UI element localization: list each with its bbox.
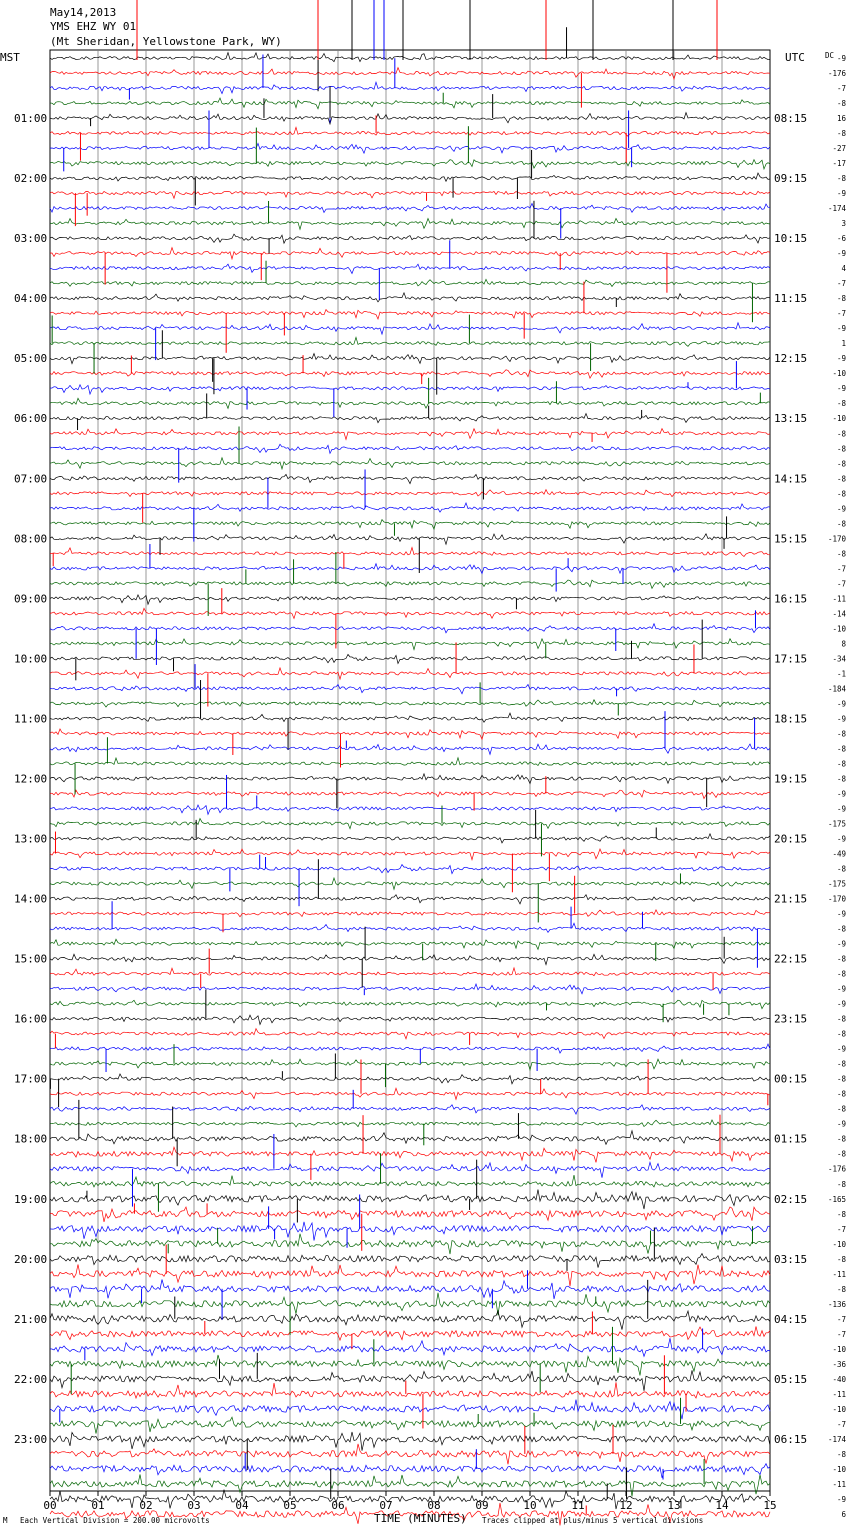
left-hour-label: 03:00 (14, 232, 48, 246)
dc-header-label: DC (825, 51, 835, 60)
seismic-trace (50, 458, 770, 469)
seismic-trace (50, 82, 770, 93)
dc-offset-label: -9 (836, 999, 846, 1009)
seismic-trace (50, 323, 770, 335)
left-hour-label: 15:00 (14, 952, 48, 966)
seismic-trace (50, 1222, 770, 1241)
seismic-trace (50, 1044, 770, 1053)
right-hour-label: 23:15 (774, 1012, 808, 1026)
dc-offset-label: -14 (832, 609, 846, 619)
dc-offset-label: -1 (836, 669, 846, 679)
seismic-trace (50, 293, 770, 302)
seismic-trace (50, 1264, 770, 1286)
seismic-trace (50, 398, 770, 408)
dc-offset-label: -8 (836, 444, 846, 454)
right-hour-label: 09:15 (774, 172, 808, 186)
dc-offset-label: -8 (836, 729, 846, 739)
seismic-trace (50, 790, 770, 798)
right-hour-label: 14:15 (774, 472, 808, 486)
dc-offset-label: -10 (832, 624, 846, 634)
dc-offset-label: -10 (832, 1344, 846, 1354)
dc-offset-label: -7 (836, 564, 846, 574)
dc-offset-label: 6 (841, 1510, 846, 1519)
seismic-trace (50, 910, 770, 917)
seismic-trace (50, 758, 770, 766)
dc-offset-label: -8 (836, 1149, 846, 1159)
dc-offset-label: -9 (836, 1495, 846, 1504)
left-hour-label: 18:00 (14, 1132, 48, 1146)
left-hour-label: 12:00 (14, 772, 48, 786)
seismic-trace (50, 98, 770, 109)
x-tick-label: 13 (667, 1499, 681, 1512)
right-hour-label: 18:15 (774, 712, 808, 726)
seismic-trace (50, 53, 770, 62)
dc-offset-label: -8 (836, 1284, 846, 1294)
left-hour-label: 06:00 (14, 412, 48, 426)
dc-offset-label: -8 (836, 744, 846, 754)
left-hour-label: 08:00 (14, 532, 48, 546)
header-date: May14,2013 (50, 6, 117, 19)
dc-offset-label: -7 (836, 279, 846, 289)
dc-offset-label: 1 (841, 339, 846, 349)
seismic-trace (50, 865, 770, 874)
dc-offset-label: 4 (841, 264, 846, 274)
seismic-trace (50, 264, 770, 273)
dc-offset-label: -17 (832, 159, 846, 169)
dc-offset-label: 8 (841, 639, 846, 649)
dc-offset-label: -8 (836, 759, 846, 769)
scale-note: Each Vertical Division = 200.00 microvolts (20, 1516, 210, 1525)
dc-offset-label: -9 (836, 384, 846, 394)
dc-offset-label: -9 (836, 699, 846, 709)
seismic-trace (50, 878, 770, 889)
seismic-trace (50, 1382, 770, 1398)
seismic-trace (50, 1015, 770, 1024)
seismic-trace (50, 1370, 770, 1391)
x-tick-label: 00 (43, 1499, 57, 1512)
seismic-trace (50, 849, 770, 860)
dc-offset-label: -9 (836, 54, 846, 63)
left-hour-label: 02:00 (14, 172, 48, 186)
dc-offset-label: -10 (832, 1239, 846, 1249)
dc-offset-label: -9 (836, 1044, 846, 1054)
dc-offset-label: -165 (827, 1194, 846, 1204)
dc-offset-label: -34 (832, 654, 846, 664)
dc-offset-label: -8 (836, 129, 846, 139)
left-hour-label: 01:00 (14, 112, 48, 125)
dc-offset-label: -8 (836, 924, 846, 934)
dc-offset-label: -8 (836, 864, 846, 874)
x-tick-label: 09 (475, 1499, 489, 1512)
seismic-trace (50, 595, 770, 604)
dc-offset-label: -8 (836, 1074, 846, 1084)
seismic-trace (50, 248, 770, 259)
dc-offset-label: -8 (836, 1014, 846, 1024)
left-timezone-label: MST (0, 51, 20, 64)
dc-offset-label: -7 (836, 1224, 846, 1234)
seismic-trace (50, 654, 770, 663)
dc-offset-label: -8 (836, 1254, 846, 1264)
dc-offset-label: -8 (836, 429, 846, 439)
scale-prefix: M (3, 1516, 8, 1525)
seismic-trace (50, 564, 770, 574)
dc-offset-label: -8 (836, 399, 846, 409)
x-tick-label: 10 (523, 1499, 537, 1512)
dc-offset-label: -8 (836, 1089, 846, 1099)
dc-offset-label: -10 (832, 414, 846, 424)
seismic-trace (50, 1326, 770, 1340)
x-tick-label: 04 (235, 1499, 249, 1512)
seismic-trace (50, 1074, 770, 1084)
plot-frame (50, 50, 770, 1491)
dc-offset-label: -10 (832, 1464, 846, 1474)
dc-offset-label: -176 (827, 1164, 846, 1174)
dc-offset-label: -8 (836, 99, 846, 108)
dc-offset-label: -8 (836, 549, 846, 559)
seismic-trace (50, 713, 770, 722)
dc-offset-label: -49 (832, 849, 846, 859)
dc-offset-label: 16 (836, 114, 846, 123)
seismic-trace (50, 939, 770, 949)
left-hour-label: 07:00 (14, 472, 48, 486)
seismic-trace (50, 279, 770, 286)
dc-offset-label: -8 (836, 174, 846, 184)
seismic-trace (50, 923, 770, 932)
dc-offset-label: -8 (836, 1209, 846, 1219)
left-hour-labels (14, 112, 47, 1446)
dc-offset-label: -136 (827, 1299, 846, 1309)
dc-offset-labels (828, 54, 847, 1519)
dc-offset-label: -11 (832, 1269, 846, 1279)
dc-offset-label: -8 (836, 1104, 846, 1114)
dc-offset-label: -8 (836, 1449, 846, 1459)
seismic-trace (50, 1293, 770, 1316)
seismic-trace (50, 685, 770, 694)
right-hour-label: 10:15 (774, 232, 808, 246)
seismic-trace (50, 113, 770, 124)
seismic-trace (50, 444, 770, 453)
dc-offset-label: -184 (827, 684, 846, 694)
seismic-trace (50, 1088, 770, 1099)
left-hour-label: 23:00 (14, 1432, 48, 1446)
right-hour-label: 08:15 (774, 112, 808, 125)
seismic-trace (50, 1131, 770, 1145)
dc-offset-label: -9 (836, 354, 846, 364)
seismic-trace (50, 744, 770, 754)
x-tick-label: 08 (427, 1499, 441, 1512)
x-axis-title: TIME (MINUTES) (374, 1512, 467, 1525)
x-tick-label: 01 (91, 1499, 105, 1512)
seismic-trace (50, 700, 770, 707)
dc-offset-label: -9 (836, 714, 846, 724)
clip-note: Traces clipped at plus/minus 5 vertical divisions (482, 1516, 704, 1525)
seismic-trace (50, 548, 770, 557)
seismic-trace (50, 1432, 770, 1451)
seismic-trace (50, 1490, 770, 1510)
left-hour-label: 20:00 (14, 1252, 48, 1266)
dc-offset-label: -7 (836, 309, 846, 319)
right-hour-label: 01:15 (774, 1132, 808, 1146)
seismic-trace (50, 370, 770, 378)
dc-offset-label: -7 (836, 84, 846, 93)
dc-offset-label: -9 (836, 504, 846, 514)
dc-offset-label: -8 (836, 294, 846, 304)
seismic-trace (50, 191, 770, 198)
dc-offset-label: -7 (836, 1329, 846, 1339)
seismic-trace (50, 805, 770, 814)
right-hour-label: 12:15 (774, 352, 808, 366)
dc-offset-label: -9 (836, 249, 846, 259)
dc-offset-label: -170 (827, 894, 846, 904)
dc-offset-label: -40 (832, 1374, 846, 1384)
dc-offset-label: -8 (836, 1029, 846, 1039)
dc-offset-label: -8 (836, 1179, 846, 1189)
seismic-trace (50, 490, 770, 497)
x-axis (43, 1491, 776, 1512)
dc-offset-label: -7 (836, 1314, 846, 1324)
dc-offset-label: -9 (836, 1119, 846, 1129)
dc-offset-label: -8 (836, 969, 846, 979)
seismic-trace (50, 414, 770, 423)
right-hour-label: 13:15 (774, 412, 808, 426)
left-hour-label: 22:00 (14, 1372, 48, 1386)
left-hour-label: 04:00 (14, 292, 48, 306)
seismic-trace (50, 173, 770, 181)
seismic-trace (50, 474, 770, 483)
seismic-trace (50, 895, 770, 904)
right-hour-label: 21:15 (774, 892, 808, 906)
dc-offset-label: -7 (836, 1419, 846, 1429)
x-tick-label: 03 (187, 1499, 201, 1512)
seismic-trace (50, 1059, 770, 1070)
seismic-trace (50, 1162, 770, 1177)
dc-offset-label: -175 (827, 879, 846, 889)
seismic-trace (50, 429, 770, 440)
seismic-trace (50, 160, 770, 169)
seismic-trace (50, 1147, 770, 1162)
seismic-trace (50, 968, 770, 976)
left-hour-label: 16:00 (14, 1012, 48, 1026)
dc-offset-label: -10 (832, 1404, 846, 1414)
seismic-trace (50, 639, 770, 650)
seismic-trace (50, 310, 770, 320)
dc-offset-label: -11 (832, 594, 846, 604)
dc-offset-label: -11 (832, 1389, 846, 1399)
dc-offset-label: -8 (836, 1134, 846, 1144)
dc-offset-label: -6 (836, 234, 846, 244)
seismic-trace (50, 1120, 770, 1127)
x-tick-label: 05 (283, 1499, 297, 1512)
left-hour-label: 11:00 (14, 712, 48, 726)
seismic-trace (50, 337, 770, 346)
x-tick-label: 07 (379, 1499, 393, 1512)
seismic-trace (50, 143, 770, 153)
right-hour-label: 20:15 (774, 832, 808, 846)
dc-offset-label: -7 (836, 579, 846, 589)
left-hour-label: 21:00 (14, 1312, 48, 1326)
seismic-trace (50, 1311, 770, 1330)
seismic-trace (50, 774, 770, 784)
right-hour-label: 05:15 (774, 1372, 808, 1386)
seismic-trace (50, 234, 770, 243)
dc-offset-label: -174 (827, 1434, 846, 1444)
seismic-trace (50, 1254, 770, 1268)
dc-offset-label: -9 (836, 189, 846, 199)
dc-offset-label: -8 (836, 459, 846, 469)
right-hour-label: 02:15 (774, 1192, 808, 1206)
dc-offset-label: -9 (836, 984, 846, 994)
seismic-trace (50, 127, 770, 136)
dc-offset-label: -8 (836, 1059, 846, 1069)
dc-offset-label: -8 (836, 489, 846, 499)
seismic-trace (50, 729, 770, 739)
right-hour-labels (774, 112, 807, 1446)
seismic-trace (50, 608, 770, 618)
seismic-trace (50, 819, 770, 829)
seismic-trace (50, 834, 770, 843)
right-hour-label: 11:15 (774, 292, 808, 306)
dc-offset-label: -8 (836, 519, 846, 529)
right-hour-label: 04:15 (774, 1312, 808, 1326)
dc-offset-label: 3 (841, 219, 846, 229)
seismic-trace (50, 1029, 770, 1039)
dc-offset-label: -170 (827, 534, 846, 544)
x-tick-label: 12 (619, 1499, 633, 1512)
x-tick-label: 14 (715, 1499, 729, 1512)
left-hour-label: 09:00 (14, 592, 48, 606)
right-hour-label: 16:15 (774, 592, 808, 606)
right-hour-label: 17:15 (774, 652, 808, 666)
dc-offset-label: -27 (832, 144, 846, 154)
right-hour-label: 03:15 (774, 1252, 808, 1266)
right-hour-label: 15:15 (774, 532, 808, 546)
dc-offset-label: -10 (832, 369, 846, 379)
seismic-trace (50, 954, 770, 964)
left-hour-label: 13:00 (14, 832, 48, 846)
seismic-trace (50, 203, 770, 212)
seismic-trace (50, 1417, 770, 1433)
dc-offset-label: -9 (836, 324, 846, 334)
dc-offset-label: -175 (827, 819, 846, 829)
left-hour-label: 19:00 (14, 1192, 48, 1206)
dc-offset-label: -8 (836, 474, 846, 484)
dc-offset-label: -174 (827, 204, 846, 214)
dc-offset-label: -9 (836, 804, 846, 814)
seismic-trace (50, 1105, 770, 1114)
dc-offset-label: -176 (827, 69, 846, 78)
dc-offset-label: -36 (832, 1359, 846, 1369)
header-station: YMS EHZ WY 01 (50, 20, 137, 33)
left-hour-label: 17:00 (14, 1072, 48, 1086)
seismic-trace (50, 1464, 770, 1478)
x-tick-label: 06 (331, 1499, 345, 1512)
seismic-trace (50, 984, 770, 994)
seismic-trace (50, 534, 770, 545)
x-tick-label: 15 (763, 1499, 777, 1512)
seismic-trace (50, 1355, 770, 1376)
right-hour-label: 00:15 (774, 1072, 808, 1086)
seismic-trace (50, 385, 770, 394)
trace-group (50, 53, 770, 1526)
seismic-trace (50, 1280, 770, 1300)
left-hour-label: 05:00 (14, 352, 48, 366)
right-hour-label: 22:15 (774, 952, 808, 966)
left-hour-label: 10:00 (14, 652, 48, 666)
seismic-trace (50, 503, 770, 512)
seismic-trace (50, 1444, 770, 1464)
seismic-trace (50, 68, 770, 80)
dc-offset-label: -11 (832, 1480, 846, 1489)
right-hour-label: 19:15 (774, 772, 808, 786)
header-location: (Mt Sheridan, Yellowstone Park, WY) (50, 35, 282, 48)
plot-grid (50, 50, 770, 1491)
seismic-trace (50, 354, 770, 364)
dc-offset-label: -9 (836, 939, 846, 949)
seismic-trace (50, 1338, 770, 1356)
seismic-trace (50, 668, 770, 679)
dc-offset-label: -9 (836, 834, 846, 844)
seismic-trace (50, 580, 770, 588)
seismic-trace (50, 219, 770, 230)
dc-offset-label: -8 (836, 774, 846, 784)
x-tick-label: 11 (571, 1499, 585, 1512)
dc-offset-label: -8 (836, 954, 846, 964)
x-tick-label: 02 (139, 1499, 153, 1512)
seismic-trace (50, 520, 770, 530)
seismic-trace (50, 1000, 770, 1009)
left-hour-label: 14:00 (14, 892, 48, 906)
dc-offset-label: -9 (836, 909, 846, 919)
seismic-trace (50, 1400, 770, 1420)
right-hour-label: 06:15 (774, 1432, 808, 1446)
right-timezone-label: UTC (785, 51, 805, 64)
seismic-trace (50, 1234, 770, 1254)
seismic-trace (50, 624, 770, 633)
dc-offset-label: -9 (836, 789, 846, 799)
